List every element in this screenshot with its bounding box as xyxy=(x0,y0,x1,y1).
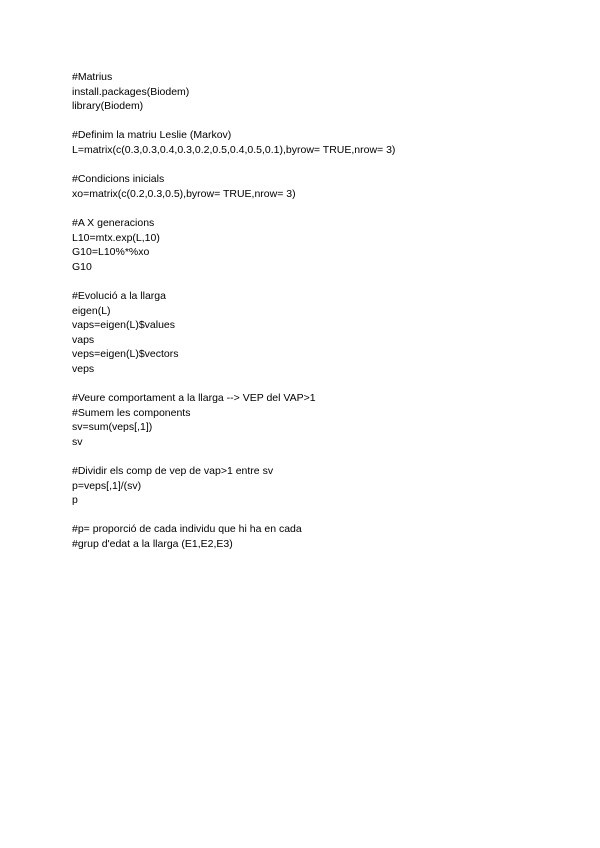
blank-line xyxy=(72,158,572,173)
blank-line xyxy=(72,376,572,391)
comment-line: #Sumem les components xyxy=(72,406,191,419)
blank-line xyxy=(72,508,572,523)
code-line: veps=eigen(L)$vectors xyxy=(72,348,179,361)
comment-line: #Veure comportament a la llarga --> VEP del VAP>1 xyxy=(72,392,316,405)
comment-line: #Definim la matriu Leslie (Markov) xyxy=(72,129,232,142)
code-line: sv xyxy=(72,435,83,448)
code-line: L10=mtx.exp(L,10) xyxy=(72,231,160,244)
comment-line: #p= proporció de cada individu que hi ha en cada xyxy=(72,523,302,536)
code-line: p=veps[,1]/(sv) xyxy=(72,479,142,492)
blank-line xyxy=(72,274,572,289)
blank-line xyxy=(72,449,572,464)
code-line: xo=matrix(c(0.2,0.3,0.5),byrow= TRUE,nrow= 3) xyxy=(72,187,296,200)
code-line: library(Biodem) xyxy=(72,100,144,113)
code-line: G10=L10%*%xo xyxy=(72,246,150,259)
code-line: eigen(L) xyxy=(72,304,111,317)
blank-line xyxy=(72,201,572,216)
comment-line: #Matrius xyxy=(72,71,113,83)
code-line: sv=sum(veps[,1]) xyxy=(72,421,153,434)
code-line: p xyxy=(72,494,78,507)
code-line: G10 xyxy=(72,260,92,273)
code-line: vaps xyxy=(72,333,95,346)
code-line: L=matrix(c(0.3,0.3,0.4,0.3,0.2,0.5,0.4,0.5,0.1),byrow= TRUE,nrow= 3) xyxy=(72,143,396,156)
code-line: vaps=eigen(L)$values xyxy=(72,319,176,332)
code-listing xyxy=(72,70,572,552)
code-line: install.packages(Biodem) xyxy=(72,85,190,98)
comment-line: #A X generacions xyxy=(72,216,155,229)
comment-line: #Evolució a la llarga xyxy=(72,289,166,302)
comment-line: #Dividir els comp de vep de vap>1 entre sv xyxy=(72,465,274,478)
code-line: veps xyxy=(72,362,95,375)
comment-line: #grup d'edat a la llarga (E1,E2,E3) xyxy=(72,538,233,550)
comment-line: #Condicions inicials xyxy=(72,173,165,186)
blank-line xyxy=(72,114,572,129)
